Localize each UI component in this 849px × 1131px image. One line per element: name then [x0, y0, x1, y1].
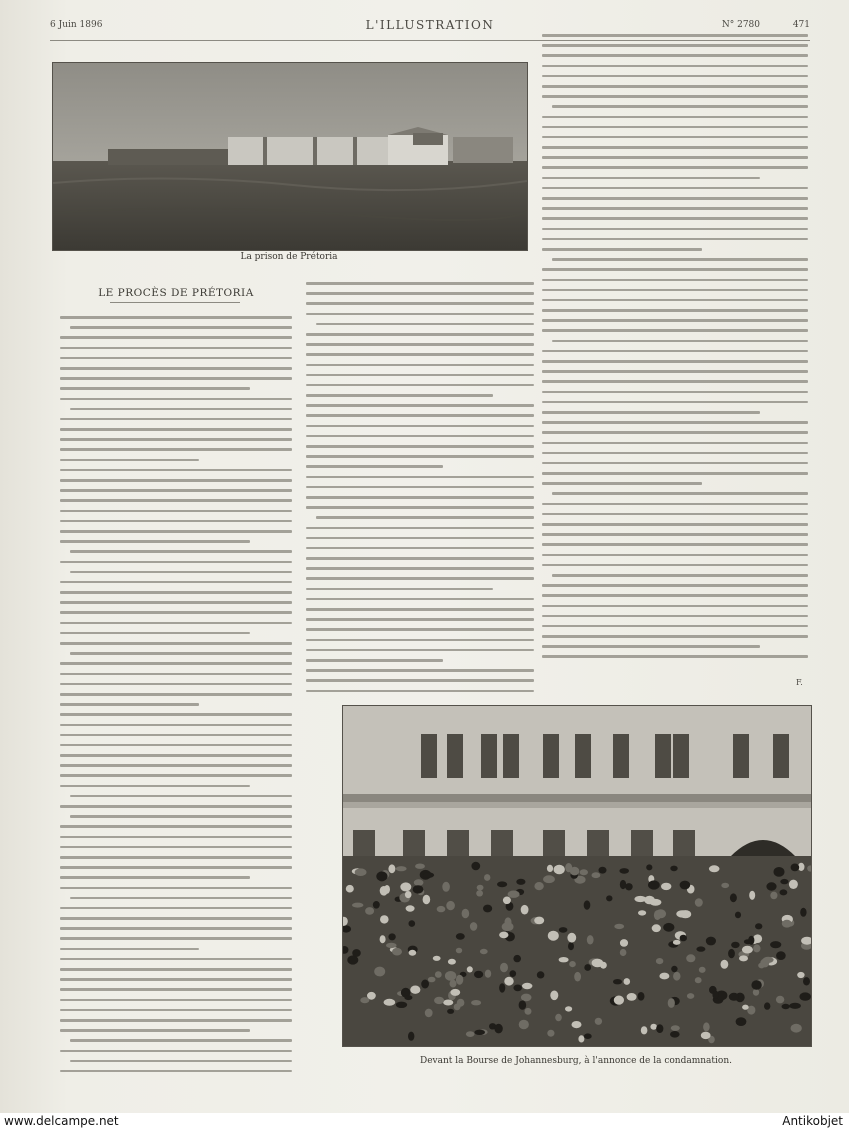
text-line — [60, 948, 199, 951]
text-line — [60, 713, 292, 716]
text-line — [306, 486, 534, 489]
text-line — [70, 408, 292, 411]
text-line — [306, 618, 534, 621]
text-line — [542, 625, 808, 628]
text-line — [60, 846, 292, 849]
text-line — [60, 499, 292, 502]
text-line — [542, 44, 808, 47]
text-line — [70, 815, 292, 818]
text-line — [60, 540, 250, 543]
text-line — [542, 248, 702, 251]
text-line — [542, 299, 808, 302]
text-line — [306, 588, 493, 591]
text-line — [542, 166, 808, 169]
text-line — [306, 404, 534, 407]
text-line — [542, 146, 808, 149]
text-line — [542, 391, 808, 394]
text-line — [70, 550, 292, 553]
prison-photo-caption: La prison de Prétoria — [240, 252, 338, 262]
text-line — [60, 479, 292, 482]
text-line — [60, 377, 292, 380]
text-line — [70, 571, 292, 574]
bourse-photo-caption: Devant la Bourse de Johannesburg, à l'annonce de la condamnation. — [419, 1056, 732, 1066]
text-line — [552, 340, 808, 343]
text-line — [60, 825, 292, 828]
text-line — [542, 177, 760, 180]
text-line — [60, 347, 292, 350]
text-line — [60, 693, 292, 696]
text-line — [552, 105, 808, 108]
header-page-number: 471 — [792, 20, 810, 30]
text-line — [306, 608, 534, 611]
text-line — [542, 268, 808, 271]
text-line — [60, 968, 292, 971]
text-line — [306, 394, 493, 397]
text-line — [60, 357, 292, 360]
text-line — [60, 387, 250, 390]
text-line — [552, 492, 808, 495]
text-line — [542, 309, 808, 312]
text-line — [542, 329, 808, 332]
text-line — [60, 866, 292, 869]
text-line — [542, 34, 808, 37]
prison-photo — [52, 62, 528, 251]
text-line — [542, 533, 808, 536]
text-line — [316, 516, 534, 519]
text-line — [70, 1039, 292, 1042]
text-line — [542, 126, 808, 129]
text-line — [60, 622, 292, 625]
text-line — [306, 659, 443, 662]
text-line — [542, 156, 808, 159]
text-line — [306, 639, 534, 642]
text-line — [60, 1019, 292, 1022]
text-line — [306, 628, 534, 631]
text-line — [306, 567, 534, 570]
text-line — [542, 594, 808, 597]
text-line — [542, 462, 808, 465]
text-line — [60, 438, 292, 441]
text-line — [70, 326, 292, 329]
text-line — [60, 724, 292, 727]
text-line — [542, 370, 808, 373]
text-line — [60, 937, 292, 940]
text-line — [60, 805, 292, 808]
text-line — [306, 537, 534, 540]
text-line — [542, 482, 702, 485]
text-line — [60, 520, 292, 523]
text-line — [542, 645, 760, 648]
text-line — [306, 669, 534, 672]
text-line — [70, 795, 292, 798]
text-line — [60, 1009, 292, 1012]
text-line — [60, 1050, 292, 1053]
text-line — [60, 530, 292, 533]
text-line — [542, 452, 808, 455]
text-line — [60, 611, 292, 614]
text-line — [60, 459, 199, 462]
text-line — [60, 958, 292, 961]
text-line — [542, 75, 808, 78]
text-line — [60, 316, 292, 319]
text-line — [60, 448, 292, 451]
text-line — [542, 65, 808, 68]
text-line — [542, 421, 808, 424]
text-line — [306, 679, 534, 682]
header-issue: N° 2780 — [721, 20, 760, 30]
text-line — [542, 431, 808, 434]
text-line — [60, 469, 292, 472]
text-line — [60, 632, 250, 635]
text-line — [542, 401, 808, 404]
text-line — [542, 380, 808, 383]
text-line — [70, 1060, 292, 1063]
text-line — [60, 856, 292, 859]
text-line — [542, 615, 808, 618]
text-line — [542, 116, 808, 119]
text-line — [60, 489, 292, 492]
text-line — [306, 557, 534, 560]
text-line — [60, 561, 292, 564]
text-line — [306, 445, 534, 448]
text-line — [306, 690, 534, 693]
text-line — [306, 598, 534, 601]
text-line — [60, 836, 292, 839]
text-line — [60, 927, 292, 930]
text-line — [60, 367, 292, 370]
text-line — [316, 323, 534, 326]
text-line — [542, 411, 760, 414]
text-line — [542, 350, 808, 353]
text-line — [60, 774, 292, 777]
article-column-1 — [60, 316, 292, 1088]
text-line — [306, 374, 534, 377]
text-line — [306, 313, 534, 316]
text-line — [542, 655, 808, 658]
text-line — [60, 601, 292, 604]
bourse-photo-image — [343, 706, 811, 1046]
text-line — [306, 496, 534, 499]
text-line — [60, 683, 292, 686]
text-line — [60, 734, 292, 737]
text-line — [542, 85, 808, 88]
text-line — [306, 506, 534, 509]
text-line — [70, 897, 292, 900]
text-line — [60, 336, 292, 339]
text-line — [542, 136, 808, 139]
text-line — [542, 543, 808, 546]
text-line — [60, 764, 292, 767]
text-line — [60, 917, 292, 920]
text-line — [306, 577, 534, 580]
text-line — [542, 187, 808, 190]
text-line — [60, 428, 292, 431]
text-line — [60, 662, 292, 665]
text-line — [542, 360, 808, 363]
header-title: L'ILLUSTRATION — [365, 18, 495, 32]
text-line — [306, 414, 534, 417]
text-line — [542, 319, 808, 322]
text-line — [60, 398, 292, 401]
text-line — [60, 1070, 292, 1073]
text-line — [306, 476, 534, 479]
text-line — [542, 554, 808, 557]
text-line — [542, 605, 808, 608]
text-line — [542, 197, 808, 200]
text-line — [60, 978, 292, 981]
text-line — [306, 333, 534, 336]
text-line — [542, 228, 808, 231]
bourse-photo — [342, 705, 812, 1047]
text-line — [306, 649, 534, 652]
text-line — [60, 907, 292, 910]
text-line — [70, 652, 292, 655]
footer-left-link[interactable]: www.delcampe.net — [4, 1114, 119, 1128]
text-line — [306, 527, 534, 530]
text-line — [542, 207, 808, 210]
text-line — [542, 442, 808, 445]
text-line — [60, 744, 292, 747]
footer-right-shop: Antikobjet — [782, 1114, 843, 1128]
text-line — [542, 54, 808, 57]
text-line — [306, 364, 534, 367]
text-line — [542, 564, 808, 567]
text-line — [60, 581, 292, 584]
text-line — [306, 292, 534, 295]
text-line — [542, 584, 808, 587]
text-line — [306, 465, 443, 468]
text-line — [552, 258, 808, 261]
text-line — [542, 279, 808, 282]
article-column-2 — [306, 282, 534, 702]
prison-photo-image — [53, 63, 527, 250]
text-line — [542, 523, 808, 526]
article-signature: F. — [796, 678, 803, 687]
text-line — [552, 574, 808, 577]
text-line — [542, 503, 808, 506]
text-line — [60, 785, 250, 788]
text-line — [60, 754, 292, 757]
text-line — [542, 95, 808, 98]
text-line — [60, 673, 292, 676]
text-line — [306, 455, 534, 458]
text-line — [542, 217, 808, 220]
text-line — [60, 988, 292, 991]
article-column-3 — [542, 34, 808, 674]
text-line — [306, 343, 534, 346]
header-date: 6 Juin 1896 — [50, 20, 103, 30]
text-line — [306, 425, 534, 428]
text-line — [60, 510, 292, 513]
text-line — [542, 289, 808, 292]
text-line — [306, 302, 534, 305]
article-heading: LE PROCÈS DE PRÉTORIA — [98, 287, 254, 299]
text-line — [60, 887, 292, 890]
text-line — [60, 591, 292, 594]
text-line — [542, 472, 808, 475]
text-line — [306, 435, 534, 438]
text-line — [542, 513, 808, 516]
heading-rule — [110, 302, 240, 303]
watermark-footer — [0, 1113, 849, 1131]
text-line — [60, 418, 292, 421]
text-line — [306, 353, 534, 356]
text-line — [60, 642, 292, 645]
text-line — [306, 384, 534, 387]
text-line — [542, 635, 808, 638]
text-line — [60, 703, 199, 706]
text-line — [60, 999, 292, 1002]
text-line — [306, 547, 534, 550]
text-line — [306, 282, 534, 285]
text-line — [542, 238, 808, 241]
text-line — [60, 1029, 250, 1032]
text-line — [60, 876, 250, 879]
